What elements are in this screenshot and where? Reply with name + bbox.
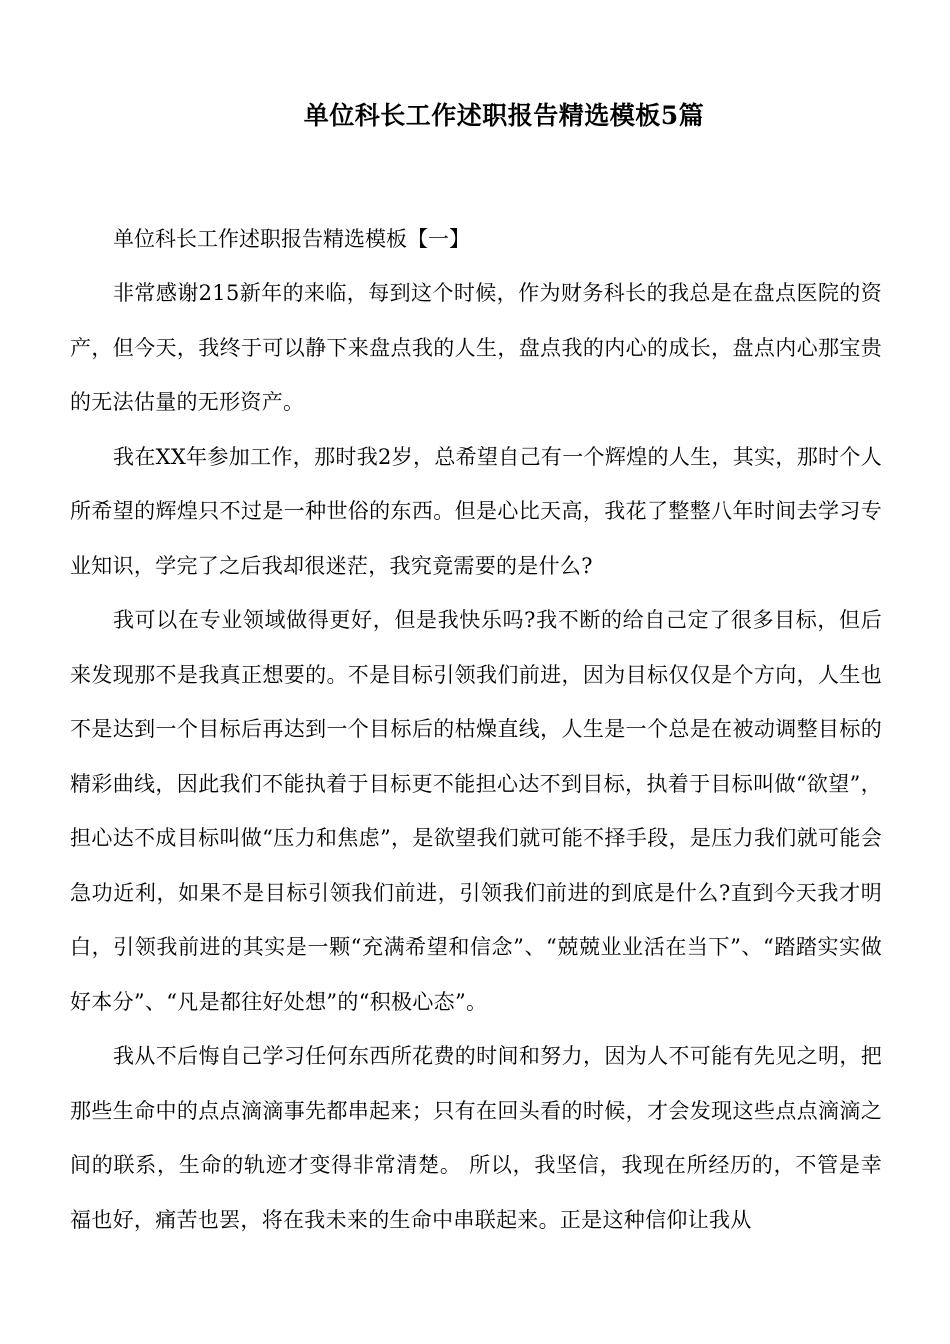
document-title: 单位科长工作述职报告精选模板5篇 (303, 101, 705, 130)
paragraph-2: 我在XX年参加工作，那时我2岁，总希望自己有一个辉煌的人生，其实，那时个人所希望的辉煌只不过是一种世俗的东西。但是心比天高，我花了整整八年时间去学习专业知识，学完了之后我却很迷茫，我究竟需要的是什么? (70, 444, 882, 578)
paragraph-1: 非常感谢215新年的来临，每到这个时候，作为财务科长的我总是在盘点医院的资产，但今天，我终于可以静下来盘点我的人生，盘点我的内心的成长，盘点内心那宝贵的无法估量的无形资产。 (70, 281, 882, 414)
paragraph-4: 我从不后悔自己学习任何东西所花费的时间和努力，因为人不可能有先见之明，把那些生命中的点点滴滴事先都串起来；只有在回头看的时候，才会发现这些点点滴滴之间的联系，生命的轨迹才变得非常清楚。 所以，我坚信，我现在所经历的，不管是幸福也好，痛苦也罢，将在我未来的生命中串联起来。正是这种信仰让我从 (70, 1044, 882, 1232)
paragraph-3: 我可以在专业领域做得更好，但是我快乐吗?我不断的给自己定了很多目标，但后来发现那不是我真正想要的。不是目标引领我们前进，因为目标仅仅是个方向，人生也不是达到一个目标后再达到一个目标后的枯燥直线，人生是一个总是在被动调整目标的精彩曲线，因此我们不能执着于目标更不能担心达不到目标，执着于目标叫做“欲望”，担心达不成目标叫做“压力和焦虑”，是欲望我们就可能不择手段，是压力我们就可能会急功近利，如果不是目标引领我们前进，引领我们前进的到底是什么?直到今天我才明白，引领我前进的其实是一颗“充满希望和信念”、“兢兢业业活在当下”、“踏踏实实做好本分”、“凡是都往好处想”的“积极心态”。 (70, 608, 882, 1014)
section-heading: 单位科长工作述职报告精选模板【一】 (113, 227, 470, 251)
